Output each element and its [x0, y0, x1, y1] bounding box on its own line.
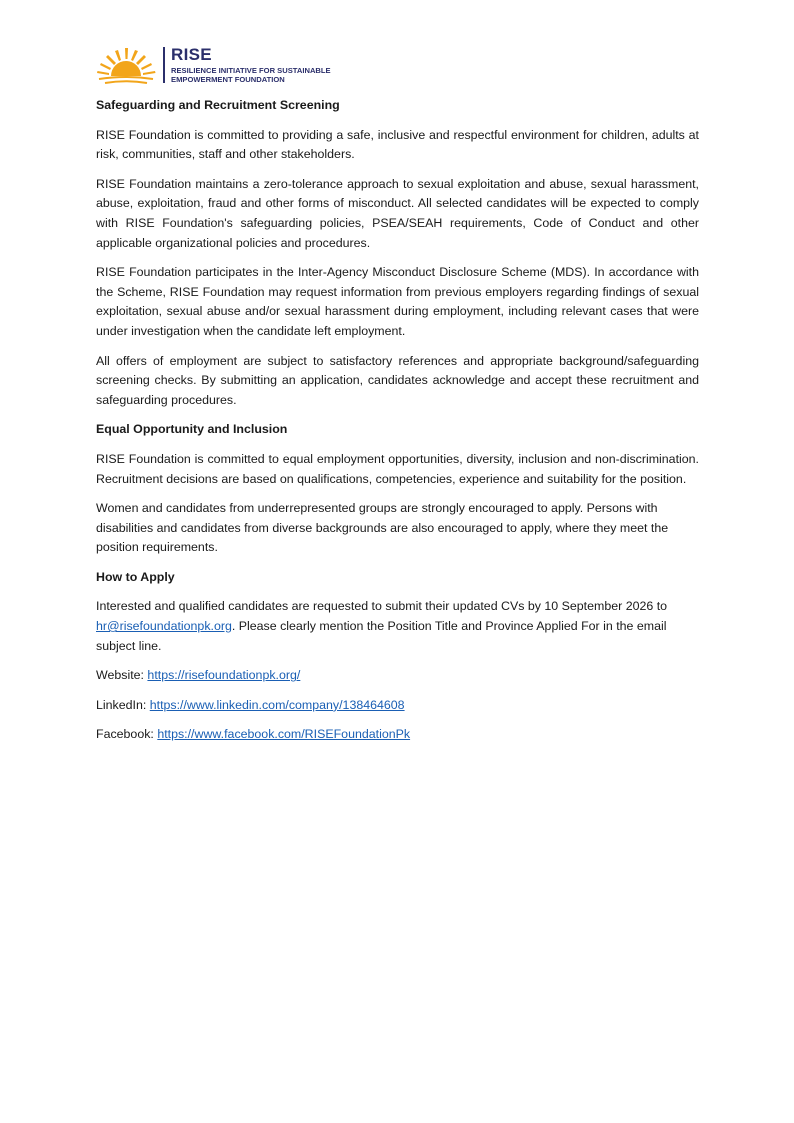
document-body	[96, 96, 699, 755]
paragraph: Women and candidates from underrepresented groups are strongly encouraged to apply. Persons with disabilities and candidates from diverse backgrounds are also encouraged to apply, where they meet the position requirements.	[96, 501, 669, 555]
facebook-label: Facebook:	[96, 727, 158, 742]
organization-logo	[95, 45, 331, 85]
paragraph: RISE Foundation is committed to equal employment opportunities, diversity, inclusion and non-discrimination. Recruitment decisions are based on qualifications, competencies, experience and suitability for the position.	[96, 451, 699, 486]
logo-divider	[163, 47, 165, 83]
apply-text-before: Interested and qualified candidates are requested to submit their updated CVs by 10 September 2026 to	[96, 599, 668, 614]
linkedin-link[interactable]: https://www.linkedin.com/company/138464608	[149, 697, 405, 712]
logo-text	[171, 46, 331, 84]
linkedin-label: LinkedIn:	[96, 697, 150, 712]
apply-instructions	[96, 597, 699, 656]
sun-rising-icon	[95, 46, 157, 84]
paragraph: RISE Foundation maintains a zero-tolerance approach to sexual exploitation and abuse, sexual harassment, abuse, exploitation, fraud and other forms of misconduct. All selected candidates will be expected to comply with RISE Foundation's safeguarding policies, PSEA/SEAH requirements, Code of Conduct and other applicable organizational policies and procedures.	[96, 176, 699, 250]
website-link[interactable]: https://risefoundationpk.org/	[147, 668, 301, 683]
logo-name: RISE	[171, 45, 212, 64]
paragraph: RISE Foundation is committed to providing a safe, inclusive and respectful environment for children, adults at risk, communities, staff and other stakeholders.	[96, 127, 699, 162]
section-heading-equal-opportunity: Equal Opportunity and Inclusion	[96, 422, 288, 437]
apply-text-after: . Please clearly mention the Position Title and Province Applied For in the email subject line.	[96, 619, 667, 653]
logo-tagline-line2: EMPOWERMENT FOUNDATION	[171, 75, 285, 84]
linkedin-line	[96, 696, 699, 716]
facebook-line	[96, 725, 699, 745]
logo-tagline-line1: RESILIENCE INITIATIVE FOR SUSTAINABLE	[171, 66, 331, 75]
section-heading-how-to-apply: How to Apply	[96, 569, 175, 584]
paragraph: All offers of employment are subject to satisfactory references and appropriate background/safeguarding screening checks. By submitting an application, candidates acknowledge and accept these recruitment and safeguarding procedures.	[96, 353, 699, 407]
email-link[interactable]: hr@risefoundationpk.org	[96, 619, 232, 634]
website-label: Website:	[96, 668, 148, 683]
paragraph: RISE Foundation participates in the Inter-Agency Misconduct Disclosure Scheme (MDS). In accordance with the Scheme, RISE Foundation may request information from previous employers regarding findings of sexual exploitation, sexual abuse and/or sexual harassment during employment, including relevant cases that were under investigation when the candidate left employment.	[96, 265, 699, 338]
section-heading-safeguarding: Safeguarding and Recruitment Screening	[96, 98, 340, 112]
website-line	[96, 666, 699, 686]
facebook-link[interactable]: https://www.facebook.com/RISEFoundationPk	[157, 727, 411, 742]
